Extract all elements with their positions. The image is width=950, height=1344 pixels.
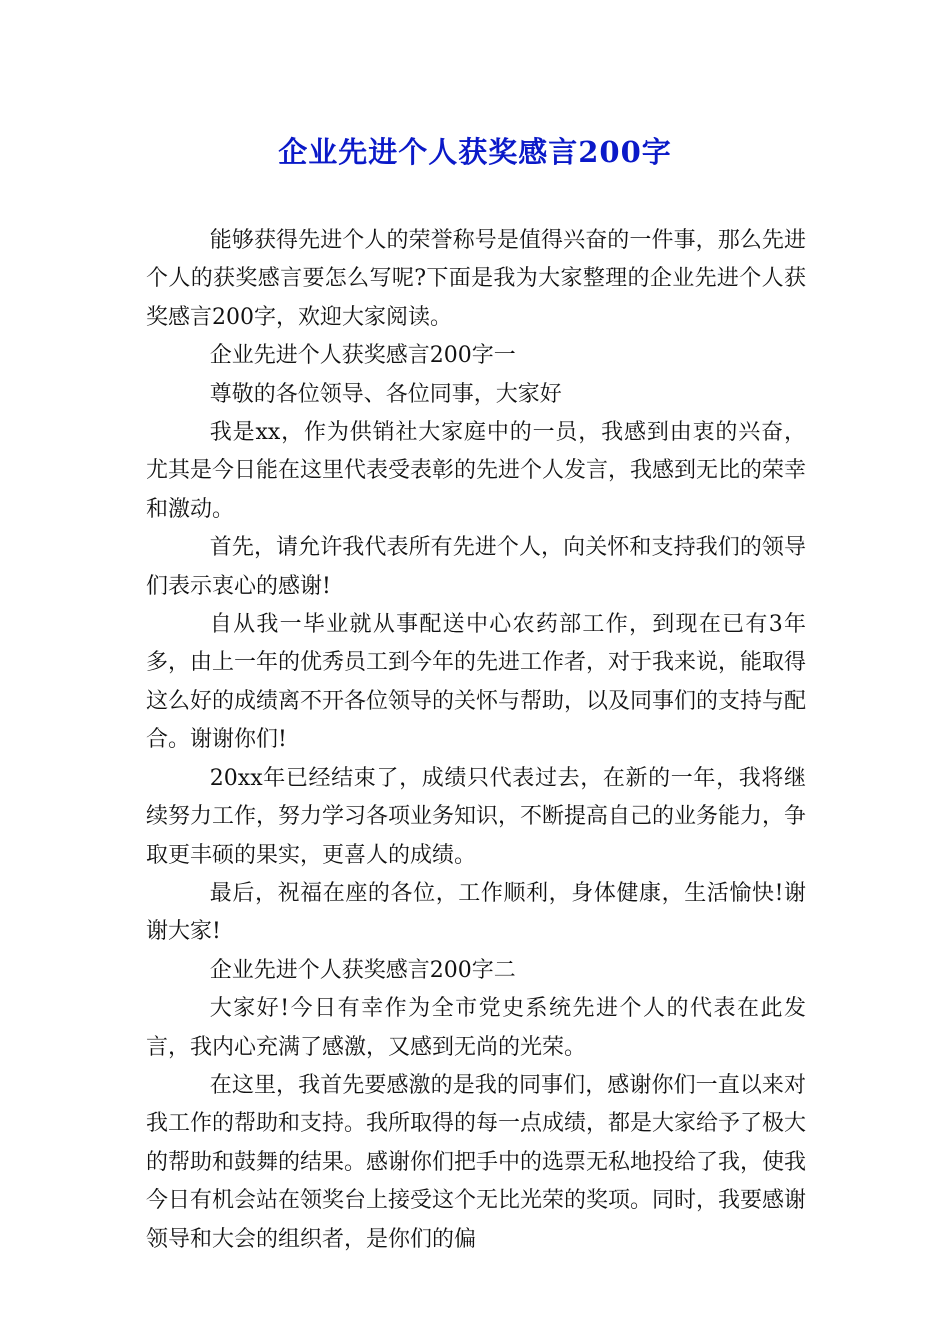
- paragraph-greeting-2: 大家好!今日有幸作为全市党史系统先进个人的代表在此发言，我内心充满了感激，又感到无尚的光荣。: [146, 996, 806, 1060]
- paragraph: 在这里，我首先要感激的是我的同事们，感谢你们一直以来对我工作的帮助和支持。我所取得的每一点成绩，都是大家给予了极大的帮助和鼓舞的结果。感谢你们把手中的选票无私地投给了我，使我今日有机会站在领奖台上接受这个无比光荣的奖项。同时，我要感谢领导和大会的组织者，是你们的偏: [146, 1072, 807, 1252]
- paragraph: 首先，请允许我代表所有先进个人，向关怀和支持我们的领导们表示衷心的感谢!: [146, 535, 806, 599]
- paragraph: 自从我一毕业就从事配送中心农药部工作，到现在已有3年多，由上一年的优秀员工到今年的先进工作者，对于我来说，能取得这么好的成绩离不开各位领导的关怀与帮助，以及同事们的支持与配合。谢谢你们!: [146, 612, 807, 753]
- paragraph: 20xx年已经结束了，成绩只代表过去，在新的一年，我将继续努力工作，努力学习各项业务知识，不断提高自己的业务能力，争取更丰硕的果实，更喜人的成绩。: [146, 765, 807, 868]
- paragraph: 最后，祝福在座的各位，工作顺利，身体健康，生活愉快!谢谢大家!: [146, 880, 806, 945]
- document-title: 企业先进个人获奖感言200字: [278, 135, 672, 169]
- paragraph: 我是xx，作为供销社大家庭中的一员，我感到由衷的兴奋，尤其是今日能在这里代表受表彰的先进个人发言，我感到无比的荣幸和激动。: [146, 420, 807, 522]
- paragraph-greeting-1: 尊敬的各位领导、各位同事，大家好: [209, 381, 562, 407]
- section-heading-2: 企业先进个人获奖感言200字二: [209, 957, 516, 983]
- section-heading-1: 企业先进个人获奖感言200字一: [209, 343, 516, 369]
- document-body: [146, 222, 806, 1259]
- paragraph-intro: 能够获得先进个人的荣誉称号是值得兴奋的一件事，那么先进个人的获奖感言要怎么写呢?下面是我为大家整理的企业先进个人获奖感言200字，欢迎大家阅读。: [146, 228, 806, 330]
